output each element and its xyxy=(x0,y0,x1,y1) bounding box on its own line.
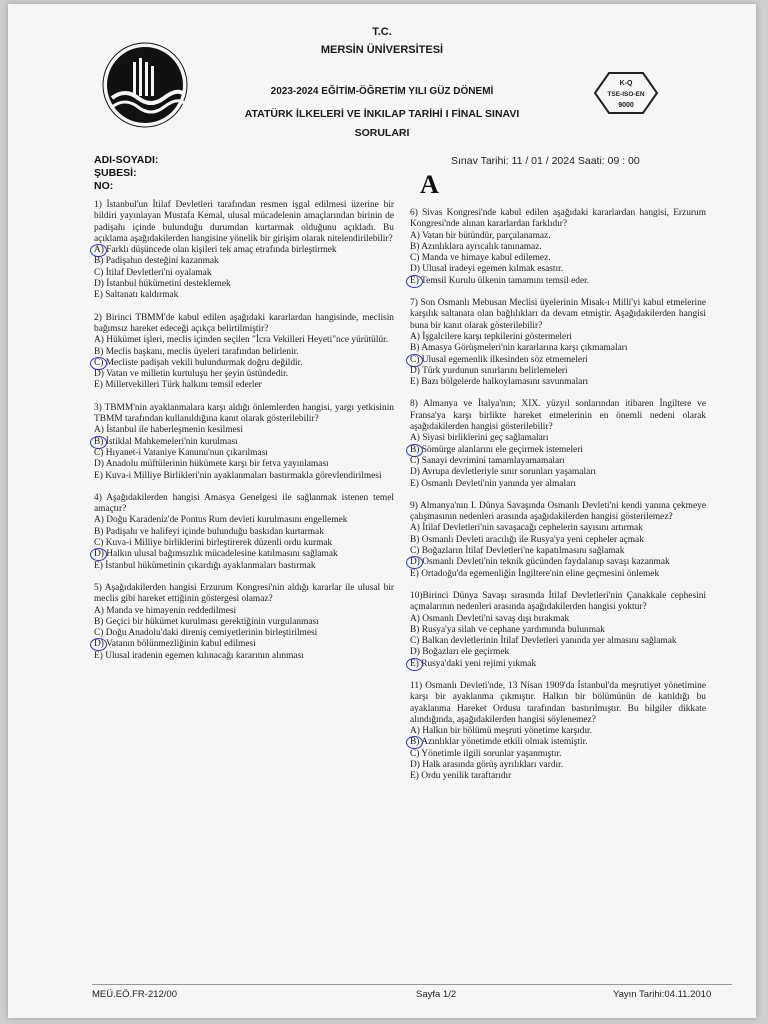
answer-option-text: B) Meclis başkanı, meclis üyeleri tarafından belirlenir. xyxy=(94,346,299,357)
answer-option-text: D) Avrupa devletleriyle sınır sorunları yaşamaları xyxy=(410,467,596,478)
page-number: Sayfa 1/2 xyxy=(416,989,457,1000)
answer-option-text: A) Siyasi birliklerini geç sağlamaları xyxy=(410,433,549,444)
answer-option-text: A) Halkın bir bölümü meşruti yönetime karşıdır. xyxy=(410,726,593,737)
answer-option xyxy=(94,639,394,650)
marked-answer-circle xyxy=(406,736,423,749)
answer-option xyxy=(410,737,706,748)
answer-option xyxy=(410,355,706,366)
answer-option xyxy=(410,445,706,456)
question-stem: 4) Aşağıdakilerden hangisi Amasya Genelgesi ile sağlanmak istenen temel amaçtır? xyxy=(94,492,394,515)
answer-option xyxy=(410,659,706,670)
answer-option xyxy=(94,425,394,436)
answer-option-text: B) Azınlıklar yönetimde etkili olmak istemiştir. xyxy=(410,737,588,748)
question xyxy=(94,583,394,662)
question-stem: 2) Birinci TBMM'de kabul edilen aşağıdaki kararlardan hangisinde, meclisin bağımsız hareket edeceği açıkça belirtilmiştir? xyxy=(94,312,394,334)
answer-option-text: E) Milletvekilleri Türk halkını temsil ederler xyxy=(94,380,262,391)
answer-option xyxy=(410,726,706,737)
answer-option xyxy=(410,377,706,388)
answer-option xyxy=(410,625,706,636)
answer-option-text: E) Ortadoğu'da egemenliğin İngiltere'nin eline geçmesini önlemek xyxy=(410,568,660,579)
answer-option-text: D) Osmanlı Devleti'nin teknik gücünden faydalanıp savaşı kazanmak xyxy=(410,557,670,568)
answer-option-text: A) Farklı düşüncede olan kişileri tek amaç etrafında birleştirmek xyxy=(94,245,337,256)
answer-option xyxy=(410,647,706,658)
marked-answer-circle xyxy=(406,444,423,457)
answer-option-text: E) Ordu yenilik taraftarıdır xyxy=(410,771,512,782)
answer-option-text: D) Halk arasında görüş ayrılıkları vardır. xyxy=(410,760,564,771)
answer-option xyxy=(94,256,394,267)
answer-option xyxy=(94,245,394,256)
marked-answer-circle xyxy=(406,275,423,288)
svg-text:K-Q: K-Q xyxy=(619,80,633,87)
question-stem: 3) TBMM'nin ayaklanmalara karşı aldığı önlemlerden hangisi, yargı yetkisinin TBMM tarafından kullanıldığına kanıt olarak gösterilebilir? xyxy=(94,402,394,425)
answer-option xyxy=(94,527,394,538)
exam-title: ATATÜRK İLKELERİ VE İNKILAP TARİHİ I FİNAL SINAVI xyxy=(244,108,520,120)
answer-option-text: C) Ulusal egemenlik ilkesinden söz etmemeleri xyxy=(410,354,588,365)
answer-option-text: D) Türk yurdunun sınırlarını belirlemeleri xyxy=(410,365,568,376)
answer-option xyxy=(410,433,706,444)
answer-option-text: A) İşgalcilere karşı tepkilerini göstermeleri xyxy=(410,331,572,342)
svg-text:TSE-ISO-EN: TSE-ISO-EN xyxy=(607,91,645,98)
answer-option xyxy=(94,561,394,572)
answer-option-text: B) Osmanlı Devleti aracılığı ile Rusya'ya yeni cepheler açmak xyxy=(410,534,644,545)
name-label: ADI-SOYADI: xyxy=(94,154,159,166)
answer-option-text: E) Bazı bölgelerde halkoylamasını savunmaları xyxy=(410,377,589,388)
answer-option-text: D) Boğazları ele geçirmek xyxy=(410,647,510,658)
marked-answer-circle xyxy=(90,638,107,651)
answer-option xyxy=(94,448,394,459)
svg-text:9000: 9000 xyxy=(618,102,634,109)
answer-option-text: C) Yönetimle ilgili sorunlar yaşanmıştır. xyxy=(410,748,562,759)
footer-divider xyxy=(92,984,732,985)
answer-option-text: B) Geçici bir hükümet kurulması gerektiğinin vurgulanması xyxy=(94,616,319,627)
answer-option xyxy=(94,549,394,560)
answer-option-text: C) Kuva-i Milliye birliklerini birleştirerek düzenli ordu kurmak xyxy=(94,538,333,549)
answer-option-text: C) Mecliste padişah vekili bulundurmak doğru değildir. xyxy=(94,357,303,368)
answer-option xyxy=(410,523,706,534)
question xyxy=(94,313,394,392)
marked-answer-circle xyxy=(406,556,423,569)
answer-option xyxy=(410,557,706,568)
question xyxy=(410,399,706,489)
answer-option xyxy=(94,515,394,526)
question xyxy=(94,200,394,302)
answer-option xyxy=(94,290,394,301)
answer-option-text: E) Temsil Kurulu ülkenin tamamını temsil eder. xyxy=(410,275,590,286)
question-stem: 1) İstanbul'un İtilaf Devletleri tarafından resmen işgal edilmesi üzerine bir bildiri yayınlayan Mustafa Kemal, ulusal mücadelenin amaçlarından birinin de padişahı içinde bulunduğu durumdan kurtarmak olduğunu açıkladı. Bu açıklama aşağıdakilerden hangisine yönelik bir girişim olarak nitelendirilebilir? xyxy=(94,200,394,244)
branch-label: ŞUBESİ: xyxy=(94,167,137,179)
answer-option-text: D) Vatanın bölünmezliğinin kabul edilmesi xyxy=(94,639,256,650)
answer-option xyxy=(94,459,394,470)
answer-option-text: C) Doğu Anadolu'daki direniş cemiyetlerinin birleştirilmesi xyxy=(94,628,318,639)
answer-option-text: C) Boğazların İtilaf Devletleri'ne kapatılmasını sağlamak xyxy=(410,546,625,557)
answer-option xyxy=(94,380,394,391)
university-name: MERSİN ÜNİVERSİTESİ xyxy=(320,44,444,56)
answer-option xyxy=(94,538,394,549)
answer-option-text: A) Hükümet işleri, meclis içinden seçilen "İcra Vekilleri Heyeti"nce yürütülür. xyxy=(94,335,389,346)
answer-option xyxy=(410,332,706,343)
answer-option xyxy=(94,268,394,279)
exam-sheet xyxy=(8,4,756,1018)
question xyxy=(410,591,706,670)
answer-option xyxy=(94,651,394,662)
marked-answer-circle xyxy=(406,354,423,367)
question xyxy=(410,681,706,783)
header-line-1: T.C. xyxy=(372,26,392,38)
academic-term: 2023-2024 EĞİTİM-ÖĞRETİM YILI GÜZ DÖNEMİ xyxy=(270,86,494,97)
answer-option-text: A) İtilaf Devletleri'nin savaşacağı cephelerin sayısını artırmak xyxy=(410,523,643,534)
answer-option-text: A) Manda ve himayenin reddedilmesi xyxy=(94,605,237,616)
answer-option xyxy=(410,760,706,771)
answer-option-text: E) Osmanlı Devleti'nin yanında yer almaları xyxy=(410,478,576,489)
answer-option xyxy=(410,456,706,467)
answer-option xyxy=(94,279,394,290)
student-info xyxy=(94,154,158,193)
answer-option xyxy=(410,231,706,242)
question-stem: 6) Sivas Kongresi'nde kabul edilen aşağıdaki kararlardan hangisi, Erzurum Kongresi'nde alınan kararlardan farklıdır? xyxy=(410,208,706,230)
exam-date: Sınav Tarihi: 11 / 01 / 2024 Saati: 09 : 00 xyxy=(451,155,640,167)
answer-option-text: C) İtilaf Devletleri'ni oyalamak xyxy=(94,267,212,278)
marked-answer-circle xyxy=(90,357,107,370)
answer-option xyxy=(410,569,706,580)
answer-option-text: B) İstiklal Mahkemeleri'nin kurulması xyxy=(94,436,238,447)
answer-option xyxy=(410,253,706,264)
answer-option xyxy=(94,335,394,346)
answer-option xyxy=(94,358,394,369)
answer-option-text: D) Halkın ulusal bağımsızlık mücadelesine katılmasını sağlamak xyxy=(94,549,338,560)
questions-right-column xyxy=(410,208,706,794)
question-stem: 5) Aşağıdakilerden hangisi Erzurum Kongresi'nin aldığı kararlar ile ulusal bir meclis gibi hareket ettiğinin göstergesi olamaz? xyxy=(94,582,394,605)
answer-option-text: D) İstanbul hükümetini desteklemek xyxy=(94,279,231,290)
marked-answer-circle xyxy=(90,436,107,449)
answer-option xyxy=(410,343,706,354)
answer-option-text: A) Doğu Karadeniz'de Pontus Rum devleti kurulmasını engellemek xyxy=(94,515,348,526)
answer-option-text: E) Kuva-i Milliye Birlikleri'nin ayaklanmaları bastırmakla görevlendirilmesi xyxy=(94,470,382,481)
answer-option xyxy=(410,749,706,760)
question-stem: 7) Son Osmanlı Mebusan Meclisi üyelerinin Misak-ı Milli'yi kabul etmelerine karşılık saltanata olan bağlılıkları da devam etmiştir. Aşağıdakilerden hangisi buna bir kanıt olarak gösterilebilir? xyxy=(410,298,706,331)
answer-option-text: B) Padişahın desteğini kazanmak xyxy=(94,256,219,267)
answer-option-text: D) Anadolu müftülerinin hükümete karşı bir fetva yayınlaması xyxy=(94,459,329,470)
questions-left-column xyxy=(94,200,394,673)
answer-option-text: E) Saltanatı kaldırmak xyxy=(94,290,179,301)
answer-option xyxy=(410,242,706,253)
answer-option xyxy=(94,617,394,628)
answer-option-text: C) Balkan devletlerinin İtilaf Devletleri yanında yer almasını sağlamak xyxy=(410,636,677,647)
question xyxy=(410,501,706,580)
answer-option-text: B) Padişahı ve halifeyi içinde bulunduğu baskıdan kurtarmak xyxy=(94,526,324,537)
answer-option-text: B) Azınlıklara ayrıcalık tanınamaz. xyxy=(410,241,542,252)
question-stem: 9) Almanya'nın I. Dünya Savaşında Osmanlı Devleti'ni kendi yanına çekmeye çalışmasının nedenleri arasında aşağıdakilerden hangisi gösterilemez? xyxy=(410,500,706,523)
answer-option-text: E) İstanbul hükümetinin çıkardığı ayaklanmaları bastırmak xyxy=(94,560,316,571)
answer-option-text: D) Vatan ve milletin kurtuluşu her şeyin üstündedir. xyxy=(94,369,289,380)
answer-option-text: C) Hıyanet-i Vataniye Kanunu'nun çıkarılması xyxy=(94,447,268,458)
marked-answer-circle xyxy=(406,658,423,671)
answer-option-text: C) Sanayi devrimini tamamlayamamaları xyxy=(410,455,565,466)
marked-answer-circle xyxy=(90,548,107,561)
question-stem: 11) Osmanlı Devleti'nde, 13 Nisan 1909'da İstanbul'da meşrutiyet yönetimine karşı bir ayaklanma çıkmıştır. Halkın bir bölümünün de katıldığı bu ayaklanma Hareket Ordusu tarafından bastırılmıştır. Bu bilgiler dikkate alındığında, aşağıdakilerden hangisi söylenemez? xyxy=(410,680,706,725)
answer-option xyxy=(410,771,706,782)
question-stem: 8) Almanya ve İtalya'nın; XIX. yüzyıl sonlarından itibaren İngiltere ve Fransa'ya karşı birlikte hareket etmelerinin en önemli nedeni olarak aşağıdakilerden hangisi gösterilebilir? xyxy=(410,399,706,433)
answer-option-text: B) Amasya Görüşmeleri'nin kararlarına karşı çıkmamaları xyxy=(410,343,628,354)
answer-option xyxy=(410,366,706,377)
answer-option xyxy=(410,535,706,546)
answer-option xyxy=(410,479,706,490)
publication-date: Yayın Tarihi:04.11.2010 xyxy=(613,989,712,1000)
answer-option xyxy=(94,437,394,448)
answer-option xyxy=(410,614,706,625)
answer-option xyxy=(94,347,394,358)
answer-option xyxy=(410,636,706,647)
question xyxy=(410,208,706,287)
answer-option xyxy=(94,369,394,380)
booklet-letter: A xyxy=(420,170,439,199)
number-label: NO: xyxy=(94,180,114,192)
answer-option-text: E) Rusya'daki yeni rejimi yıkmak xyxy=(410,658,537,669)
question xyxy=(94,493,394,572)
header xyxy=(8,4,756,154)
question xyxy=(94,403,394,482)
answer-option xyxy=(94,471,394,482)
answer-option-text: D) Ulusal iradeyi egemen kılmak esastır. xyxy=(410,264,564,275)
answer-option xyxy=(410,276,706,287)
answer-option-text: B) Rusya'ya silah ve cephane yardımında bulunmak xyxy=(410,624,605,635)
answer-option xyxy=(410,264,706,275)
answer-option-text: C) Manda ve himaye kabul edilemez. xyxy=(410,253,551,264)
answer-option-text: E) Ulusal iradenin egemen kılınacağı kararının alınması xyxy=(94,650,304,661)
answer-option xyxy=(94,628,394,639)
document-code: MEÜ.EÖ.FR-212/00 xyxy=(92,989,177,1000)
answer-option xyxy=(410,546,706,557)
answer-option xyxy=(410,467,706,478)
answer-option xyxy=(94,606,394,617)
question xyxy=(410,298,706,388)
answer-option-text: B) Sömürge alanlarını ele geçirmek istemeleri xyxy=(410,444,583,455)
answer-option-text: A) Osmanlı Devleti'ni savaş dışı bırakmak xyxy=(410,613,570,624)
exam-subtitle: SORULARI xyxy=(354,127,410,139)
answer-option-text: A) İstanbul ile haberleşmenin kesilmesi xyxy=(94,425,243,436)
question-stem: 10)Birinci Dünya Savaşı sırasında İtilaf Devletleri'nin Çanakkale cephesini açmalarının nedenleri arasında aşağıdakilerden hangisi yoktur? xyxy=(410,590,706,613)
answer-option-text: A) Vatan bir bütündür, parçalanamaz. xyxy=(410,230,551,241)
